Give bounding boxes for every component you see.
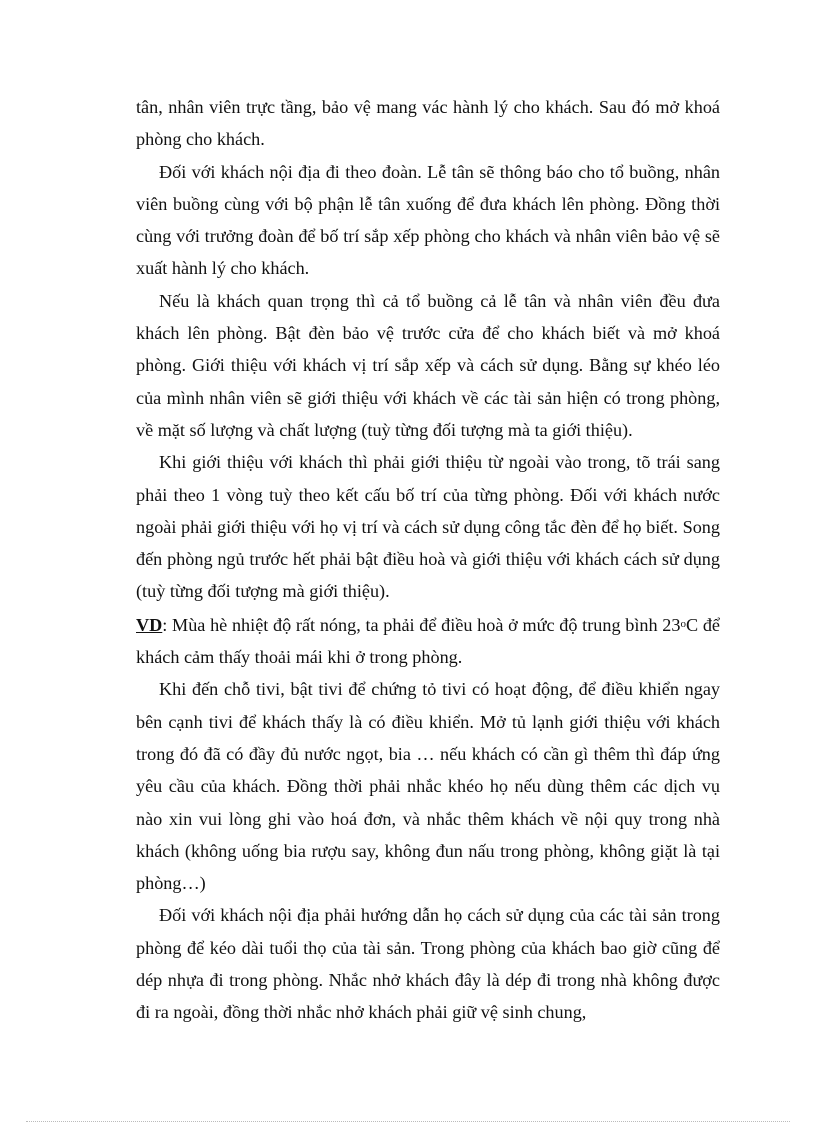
example-text-before: : Mùa hè nhiệt độ rất nóng, ta phải để điều hoà ở mức độ trung bình 23 [162,614,681,635]
paragraph-example [136,608,720,674]
example-label: VD [136,614,163,635]
paragraph-continuation: tân, nhân viên trực tầng, bảo vệ mang vác hành lý cho khách. Sau đó mở khoá phòng cho khách. [136,97,720,150]
paragraph-domestic-guests-assets: Đối với khách nội địa phải hướng dẫn họ cách sử dụng của các tài sản trong phòng để kéo dài tuổi thọ của tài sản. Trong phòng của khách bao giờ cũng để dép nhựa đi trong phòng. Nhắc nhở khách đây là dép đi trong nhà không được đi ra ngoài, đồng thời nhắc nhở khách phải giữ vệ sinh chung, [136,905,720,1023]
paragraph-tv-fridge: Khi đến chỗ tivi, bật tivi để chứng tỏ tivi có hoạt động, để điều khiển ngay bên cạnh tivi để khách thấy là có điều khiển. Mở tủ lạnh giới thiệu với khách trong đó đã có đầy đủ nước ngọt, bia … nếu khách có cần gì thêm thì đáp ứng yêu cầu của khách. Đồng thời phải nhắc khéo họ nếu dùng thêm các dịch vụ nào xin vui lòng ghi vào hoá đơn, và nhắc thêm khách về nội quy trong nhà khách (không uống bia rượu say, không đun nấu trong phòng, không giặt là tại phòng…) [136,679,720,894]
paragraph-room-introduction: Khi giới thiệu với khách thì phải giới thiệu từ ngoài vào trong, tõ trái sang phải theo 1 vòng tuỳ theo kết cấu bố trí của từng phòng. Đối với khách nước ngoài phải giới thiệu với họ vị trí và cách sử dụng công tắc đèn để họ biết. Song đến phòng ngủ trước hết phải bật điều hoà và giới thiệu với khách cách sử dụng (tuỳ từng đối tượng mà giới thiệu). [136,452,720,602]
paragraph-vip-guests: Nếu là khách quan trọng thì cả tổ buồng cả lễ tân và nhân viên đều đưa khách lên phòng. Bật đèn bảo vệ trước cửa để cho khách biết và mở khoá phòng. Giới thiệu với khách vị trí sắp xếp và cách sử dụng. Bằng sự khéo léo của mình nhân viên sẽ giới thiệu với khách về các tài sản hiện có trong phòng, về mặt số lượng và chất lượng (tuỳ từng đối tượng mà ta giới thiệu). [136,290,720,440]
degree-symbol: o [680,617,686,630]
document-page [136,91,720,1029]
example-text-after: C để khách cảm thấy thoải mái khi ở trong phòng. [136,614,720,668]
paragraph-domestic-group-guests: Đối với khách nội địa đi theo đoàn. Lễ tân sẽ thông báo cho tổ buồng, nhân viên buồng cùng với bộ phận lễ tân xuống để đưa khách lên phòng. Đồng thời cùng với trưởng đoàn để bố trí sắp xếp phòng cho khách và nhân viên bảo vệ sẽ xuất hành lý cho khách. [136,161,720,279]
page-bottom-dotted-rule [26,1121,790,1122]
